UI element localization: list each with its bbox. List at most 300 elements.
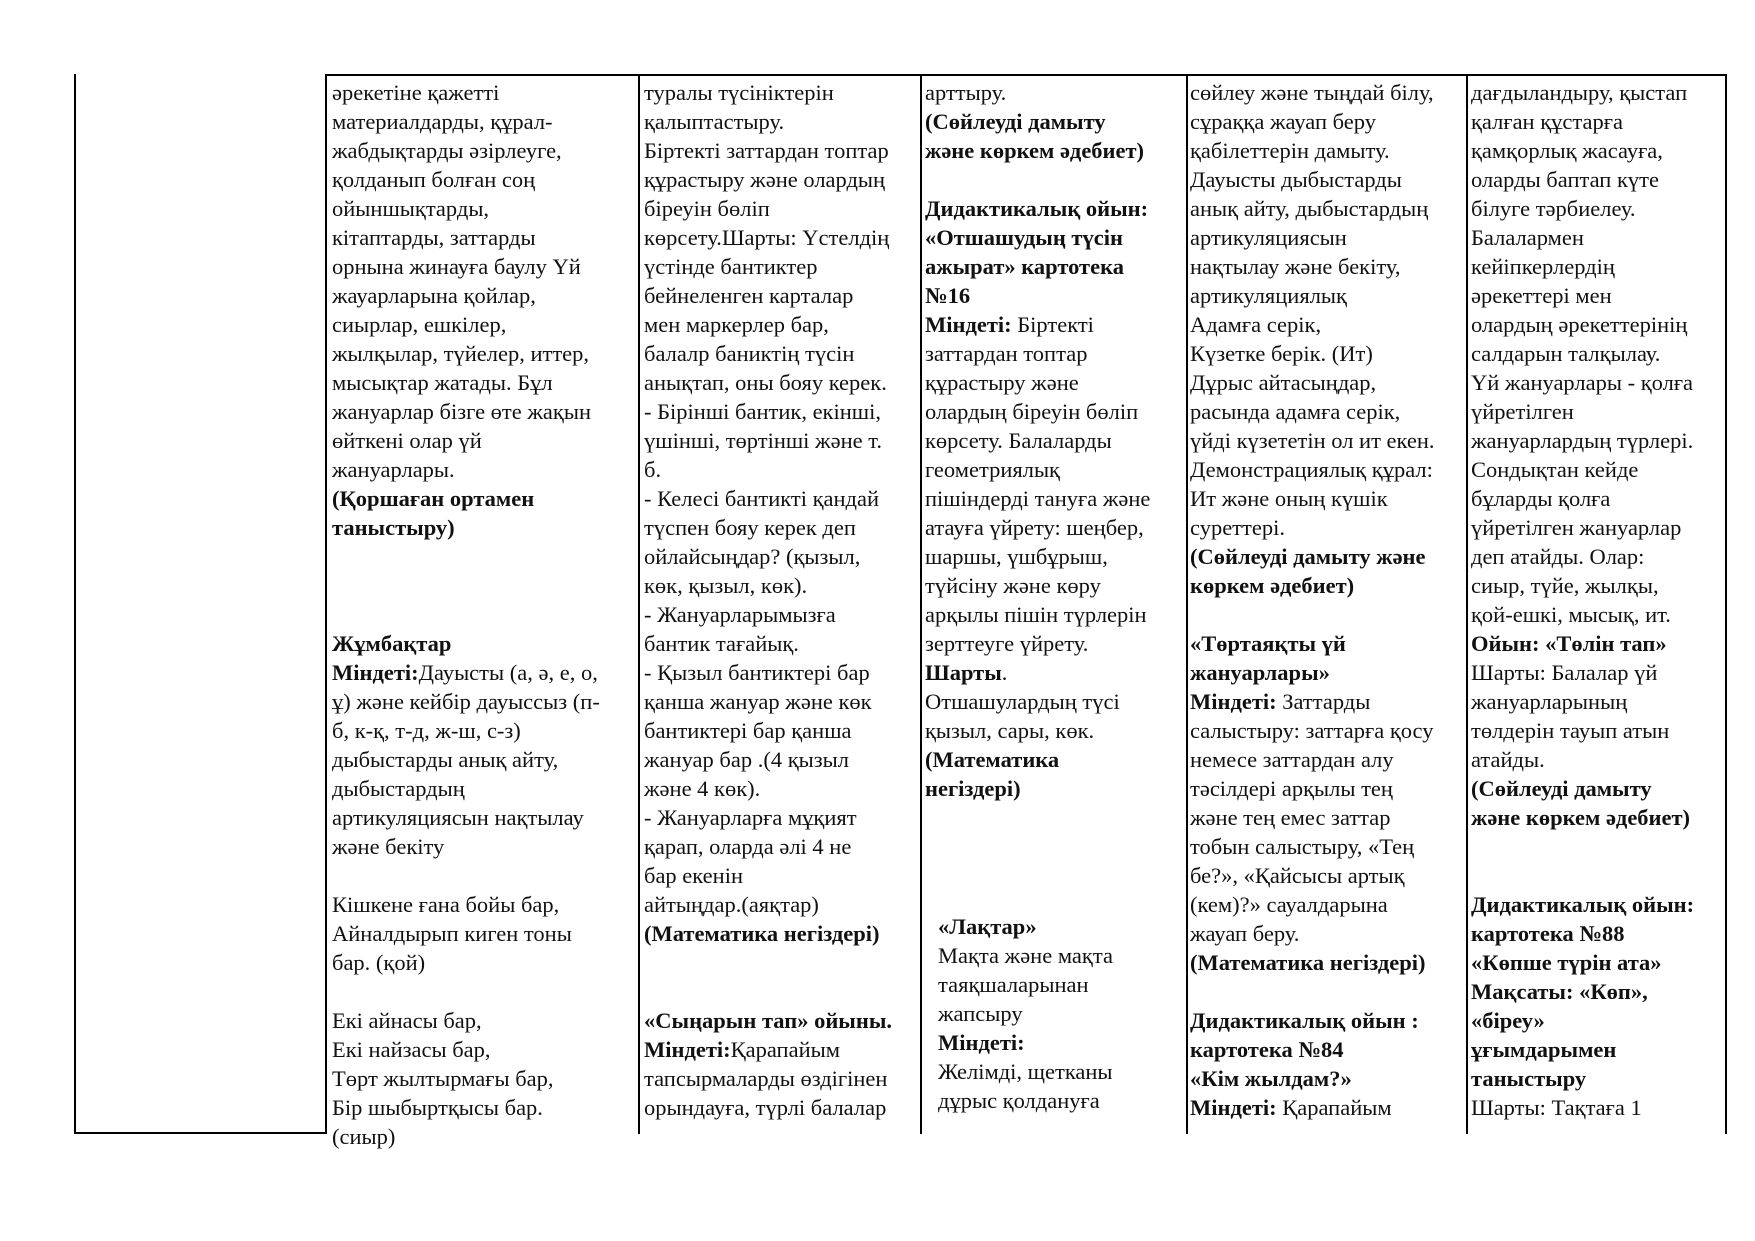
text-line	[925, 339, 1183, 368]
line-text: тәсілдері арқылы тең	[1190, 776, 1393, 801]
bold-text: және көркем әдебиет)	[1471, 805, 1691, 830]
line-text: Шарты: Тақтаға 1	[1471, 1095, 1642, 1120]
line-text: түспен бояу керек деп	[644, 515, 856, 540]
column-3-text	[925, 78, 1183, 803]
line-text: - Бірінші бантик, екінші,	[644, 399, 881, 424]
bold-text: ажырат» картотека	[925, 254, 1124, 279]
text-line	[925, 600, 1183, 629]
bold-text: (Қоршаған ортамен	[332, 486, 535, 511]
line-text: әрекетіне қажетті	[332, 80, 500, 105]
text-line	[644, 948, 916, 977]
bold-text: (Сөйлеуді дамыту	[925, 109, 1106, 134]
line-text: .	[1001, 660, 1008, 685]
text-line	[332, 1093, 632, 1122]
text-line	[332, 861, 632, 890]
line-text: қарап, оларда әлі 4 не	[644, 834, 852, 859]
text-line	[925, 513, 1183, 542]
line-text: артикуляциялық	[1190, 283, 1347, 308]
line-text: сұраққа жауап беру	[1190, 109, 1376, 134]
bold-text: Міндеті:	[1190, 1095, 1277, 1120]
line-text: түйсіну және көру	[925, 573, 1101, 598]
text-line	[644, 1035, 916, 1064]
text-line	[1190, 629, 1462, 658]
text-line	[1190, 368, 1462, 397]
bold-text: «біреу»	[1471, 1008, 1545, 1033]
text-line	[1471, 948, 1723, 977]
text-line	[925, 223, 1183, 252]
line-text: нақтылау және бекіту,	[1190, 254, 1401, 279]
bold-text: «Кім жылдам?»	[1190, 1066, 1352, 1091]
text-line	[644, 716, 916, 745]
line-text: құрастыру және	[925, 370, 1079, 395]
line-text: Желімді, щетканы	[938, 1059, 1113, 1084]
line-text: заттардан топтар	[925, 341, 1088, 366]
text-line	[1190, 861, 1462, 890]
text-line	[1471, 745, 1723, 774]
bold-text: ұғымдарымен	[1471, 1037, 1617, 1062]
line-text: мысықтар жатады. Бұл	[332, 370, 553, 395]
line-text: Кішкене ғана бойы бар,	[332, 892, 560, 917]
text-line	[332, 919, 632, 948]
bold-text: (Математика негіздері)	[1190, 950, 1426, 975]
text-line	[332, 223, 632, 252]
line-text: анықтап, оны бояу керек.	[644, 370, 887, 395]
text-line	[1190, 310, 1462, 339]
text-line	[644, 1064, 916, 1093]
text-line	[332, 687, 632, 716]
line-text: арттыру.	[925, 80, 1007, 105]
line-text: - Келесі бантикті қандай	[644, 486, 880, 511]
text-line	[1471, 861, 1723, 890]
text-line	[1190, 542, 1462, 571]
line-text: анық айту, дыбыстардың	[1190, 196, 1429, 221]
table-left-border	[74, 74, 76, 1134]
line-text: үйретілген	[1471, 399, 1574, 424]
text-line	[938, 999, 1182, 1028]
line-text: тобын салыстыру, «Тең	[1190, 834, 1415, 859]
line-text: бар. (қой)	[332, 950, 426, 975]
table-top-border	[325, 74, 1727, 76]
line-text: атауға үйрету: шеңбер,	[925, 515, 1144, 540]
line-text: жылқылар, түйелер, иттер,	[332, 341, 590, 366]
text-line	[1190, 165, 1462, 194]
table-bottom-border	[74, 1132, 326, 1134]
text-line	[644, 484, 916, 513]
text-line	[1471, 426, 1723, 455]
text-line	[332, 745, 632, 774]
line-text: б.	[644, 457, 662, 482]
text-line	[1471, 252, 1723, 281]
bold-text: Дидактикалық ойын:	[1471, 892, 1695, 917]
line-text: орындауға, түрлі балалар	[644, 1095, 887, 1120]
line-text: сиырлар, ешкілер,	[332, 312, 507, 337]
text-line	[1190, 107, 1462, 136]
text-line	[644, 310, 916, 339]
text-line	[1471, 832, 1723, 861]
line-text: туралы түсініктерін	[644, 80, 834, 105]
text-line	[938, 1086, 1182, 1115]
line-text: қой-ешкі, мысық, ит.	[1471, 602, 1671, 627]
line-text: Қарапайым	[730, 1037, 840, 1062]
line-text: үшінші, төртінші және т.	[644, 428, 883, 453]
line-text: Біртекті заттардан топтар	[644, 138, 889, 163]
bold-text: Міндеті:	[1190, 689, 1277, 714]
line-text: шаршы, үшбұрыш,	[925, 544, 1108, 569]
text-line	[332, 716, 632, 745]
text-line	[1471, 803, 1723, 832]
line-text: Күзетке берік. (Ит)	[1190, 341, 1373, 366]
text-line	[332, 774, 632, 803]
line-text: құрастыру және олардың	[644, 167, 886, 192]
text-line	[644, 194, 916, 223]
text-line	[1471, 455, 1723, 484]
bold-text: жануарлары»	[1190, 660, 1330, 685]
column-divider	[1186, 74, 1188, 1134]
text-line	[1190, 774, 1462, 803]
line-text: орнына жинауға баулу Үй	[332, 254, 581, 279]
text-line	[332, 890, 632, 919]
text-line	[1471, 368, 1723, 397]
bold-text: және көркем әдебиет)	[925, 138, 1145, 163]
line-text: Сондықтан кейде	[1471, 457, 1639, 482]
bold-text: №16	[925, 283, 971, 308]
text-line	[332, 658, 632, 687]
text-line	[1471, 136, 1723, 165]
line-text: Шарты: Балалар үй	[1471, 660, 1658, 685]
line-text: айтыңдар.(аяқтар)	[644, 892, 819, 917]
bold-text: картотека №88	[1471, 921, 1625, 946]
line-text: біреуін бөліп	[644, 196, 770, 221]
line-text: Дұрыс айтасыңдар,	[1190, 370, 1377, 395]
text-line	[332, 600, 632, 629]
line-text: қанша жануар және көк	[644, 689, 872, 714]
line-text: үйретілген жануарлар	[1471, 515, 1682, 540]
text-line	[332, 977, 632, 1006]
text-line	[925, 397, 1183, 426]
text-line	[644, 78, 916, 107]
bold-text: картотека №84	[1190, 1037, 1344, 1062]
text-line	[644, 571, 916, 600]
bold-text: Міндеті:	[925, 312, 1012, 337]
text-line	[644, 223, 916, 252]
text-line	[925, 165, 1183, 194]
text-line	[332, 455, 632, 484]
line-text: зерттеуге үйрету.	[925, 631, 1089, 656]
text-line	[332, 513, 632, 542]
text-line	[1190, 745, 1462, 774]
bold-text: көркем әдебиет)	[1190, 573, 1355, 598]
text-line	[332, 310, 632, 339]
line-text: атайды.	[1471, 747, 1545, 772]
line-text: ойлайсыңдар? (қызыл,	[644, 544, 861, 569]
line-text: жануарлардың түрлері.	[1471, 428, 1694, 453]
line-text: Заттарды	[1276, 689, 1371, 714]
line-text: Үй жануарлары - қолға	[1471, 370, 1694, 395]
line-text: пішіндерді тануға және	[925, 486, 1151, 511]
text-line	[925, 194, 1183, 223]
column-divider	[638, 74, 640, 1134]
text-line	[332, 426, 632, 455]
line-text: әрекеттері мен	[1471, 283, 1612, 308]
text-line	[332, 194, 632, 223]
text-line	[925, 484, 1183, 513]
text-line	[644, 629, 916, 658]
line-text: бе?», «Қайсысы артық	[1190, 863, 1405, 888]
text-line	[1471, 1093, 1723, 1122]
line-text: сиыр, түйе, жылқы,	[1471, 573, 1659, 598]
bold-text: «Отшашудың түсін	[925, 225, 1123, 250]
text-line	[1190, 339, 1462, 368]
column-4-text	[1190, 78, 1462, 1122]
bold-text: «Лақтар»	[938, 914, 1037, 939]
line-text: көрсету.Шарты: Үстелдің	[644, 225, 890, 250]
text-line	[1190, 136, 1462, 165]
bold-text: таныстыру)	[332, 515, 455, 540]
line-text: артикуляциясын нақтылау	[332, 805, 584, 830]
line-text: Мақта және мақта	[938, 943, 1113, 968]
text-line	[925, 571, 1183, 600]
text-line	[938, 1028, 1182, 1057]
line-text: Отшашулардың түсі	[925, 689, 1120, 714]
text-line	[332, 78, 632, 107]
line-text: арқылы пішін түрлерін	[925, 602, 1147, 627]
text-line	[644, 803, 916, 832]
bold-text: Дидактикалық ойын:	[925, 196, 1149, 221]
text-line	[1190, 716, 1462, 745]
text-line	[1190, 484, 1462, 513]
line-text: Дауысты (а, ә, е, о,	[418, 660, 598, 685]
line-text: расында адамға серік,	[1190, 399, 1401, 424]
line-text: қолданып болған соң	[332, 167, 536, 192]
line-text: көк, қызыл, көк).	[644, 573, 808, 598]
text-line	[925, 368, 1183, 397]
bold-text: «Көпше түрін ата»	[1471, 950, 1662, 975]
text-line	[925, 281, 1183, 310]
line-text: олардың әрекеттерінің	[1471, 312, 1688, 337]
text-line	[332, 948, 632, 977]
text-line	[1471, 571, 1723, 600]
line-text: Дауысты дыбыстарды	[1190, 167, 1402, 192]
line-text: салыстыру: заттарға қосу	[1190, 718, 1434, 743]
text-line	[1471, 223, 1723, 252]
line-text: жауап беру.	[1190, 921, 1300, 946]
line-text: - Жануарларға мұқият	[644, 805, 857, 830]
column-divider	[325, 74, 327, 1134]
text-line	[1190, 194, 1462, 223]
text-line	[1190, 832, 1462, 861]
text-line	[644, 600, 916, 629]
text-line	[332, 1006, 632, 1035]
text-line	[332, 368, 632, 397]
text-line	[332, 803, 632, 832]
line-text: таяқшаларынан	[938, 972, 1089, 997]
line-text: қабілеттерін дамыту.	[1190, 138, 1390, 163]
text-line	[1471, 542, 1723, 571]
line-text: (кем)?» сауалдарына	[1190, 892, 1388, 917]
line-text: салдарын талқылау.	[1471, 341, 1661, 366]
line-text: Ит және оның күшік	[1190, 486, 1388, 511]
text-line	[1471, 1035, 1723, 1064]
text-line	[1190, 803, 1462, 832]
text-line	[644, 542, 916, 571]
bold-text: Міндеті:	[644, 1037, 731, 1062]
line-text: дыбыстарды анық айту,	[332, 747, 559, 772]
line-text: бар екенін	[644, 863, 743, 888]
text-line	[332, 339, 632, 368]
line-text: сөйлеу және тыңдай білу,	[1190, 80, 1434, 105]
text-line	[1190, 919, 1462, 948]
text-line	[1190, 977, 1462, 1006]
text-line	[925, 542, 1183, 571]
text-line	[925, 687, 1183, 716]
bold-text: Дидактикалық ойын :	[1190, 1008, 1419, 1033]
line-text: Бір шыбыртқысы бар.	[332, 1095, 543, 1120]
line-text: Төрт жылтырмағы бар,	[332, 1066, 554, 1091]
line-text: қалыптастыру.	[644, 109, 785, 134]
text-line	[644, 513, 916, 542]
line-text: Екі найзасы бар,	[332, 1037, 491, 1062]
text-line	[925, 716, 1183, 745]
line-text: жануарлары.	[332, 457, 455, 482]
line-text: материалдарды, құрал-	[332, 109, 553, 134]
line-text: өйткені олар үй	[332, 428, 482, 453]
table-right-border	[1725, 74, 1727, 1134]
text-line	[332, 1035, 632, 1064]
line-text: қамқорлық жасауға,	[1471, 138, 1663, 163]
line-text: төлдерін тауып атын	[1471, 718, 1670, 743]
bold-text: Міндеті:	[938, 1030, 1025, 1055]
line-text: жабдықтарды әзірлеуге,	[332, 138, 562, 163]
line-text: геометриялық	[925, 457, 1060, 482]
line-text: суреттері.	[1190, 515, 1285, 540]
text-line	[332, 107, 632, 136]
text-line	[1471, 629, 1723, 658]
text-line	[644, 397, 916, 426]
line-text: Екі айнасы бар,	[332, 1008, 482, 1033]
line-text: жауарларына қойлар,	[332, 283, 536, 308]
text-line	[332, 165, 632, 194]
text-line	[925, 774, 1183, 803]
text-line	[644, 890, 916, 919]
text-line	[644, 455, 916, 484]
line-text: бантиктері бар қанша	[644, 718, 852, 743]
text-line	[644, 832, 916, 861]
text-line	[1471, 687, 1723, 716]
text-line	[938, 912, 1182, 941]
bold-text: Ойын: «Төлін тап»	[1471, 631, 1667, 656]
line-text: жануарларының	[1471, 689, 1628, 714]
text-line	[644, 107, 916, 136]
bold-text: Мақсаты: «Көп»,	[1471, 979, 1648, 1004]
text-line	[925, 78, 1183, 107]
line-text: дағдыландыру, қыстап	[1471, 80, 1688, 105]
line-text: білуге тәрбиелеу.	[1471, 196, 1636, 221]
line-text: олардың біреуін бөліп	[925, 399, 1139, 424]
text-line	[925, 745, 1183, 774]
text-line	[1471, 107, 1723, 136]
line-text: қызыл, сары, көк.	[925, 718, 1095, 743]
text-line	[1471, 658, 1723, 687]
line-text: б, к-қ, т-д, ж-ш, с-з)	[332, 718, 521, 743]
column-3-lower-text	[938, 912, 1182, 1115]
line-text: кітаптарды, заттарды	[332, 225, 536, 250]
text-line	[1471, 1064, 1723, 1093]
text-line	[644, 658, 916, 687]
bold-text: негіздері)	[925, 776, 1021, 801]
text-line	[644, 919, 916, 948]
text-line	[644, 368, 916, 397]
text-line	[332, 281, 632, 310]
bold-text: «Төртаяқты үй	[1190, 631, 1346, 656]
text-line	[1190, 658, 1462, 687]
text-line	[644, 977, 916, 1006]
text-line	[938, 941, 1182, 970]
text-line	[332, 484, 632, 513]
text-line	[925, 658, 1183, 687]
line-text: жапсыру	[938, 1001, 1023, 1026]
line-text: дыбыстардың	[332, 776, 465, 801]
column-2-text	[644, 78, 916, 1122]
text-line	[644, 339, 916, 368]
text-line	[1471, 716, 1723, 745]
bold-text: таныстыру	[1471, 1066, 1587, 1091]
text-line	[644, 861, 916, 890]
line-text: ойыншықтарды,	[332, 196, 490, 221]
text-line	[1471, 310, 1723, 339]
text-line	[332, 1064, 632, 1093]
text-line	[1471, 919, 1723, 948]
text-line	[1190, 78, 1462, 107]
text-line	[1190, 426, 1462, 455]
line-text: және бекіту	[332, 834, 445, 859]
line-text: Біртекті	[1011, 312, 1094, 337]
line-text: тапсырмаларды өздігінен	[644, 1066, 888, 1091]
text-line	[1190, 513, 1462, 542]
line-text: Балалармен	[1471, 225, 1584, 250]
text-line	[1190, 948, 1462, 977]
line-text: мен маркерлер бар,	[644, 312, 829, 337]
line-text: дұрыс қолдануға	[938, 1088, 1100, 1113]
bold-text: «Сыңарын тап» ойыны.	[644, 1008, 893, 1033]
line-text: және тең емес заттар	[1190, 805, 1391, 830]
text-line	[1190, 1064, 1462, 1093]
text-line	[1190, 687, 1462, 716]
text-line	[938, 970, 1182, 999]
line-text: көрсету. Балаларды	[925, 428, 1112, 453]
column-divider	[920, 74, 922, 1134]
text-line	[1471, 890, 1723, 919]
text-line	[1471, 281, 1723, 310]
text-line	[925, 310, 1183, 339]
text-line	[644, 1006, 916, 1035]
text-line	[332, 136, 632, 165]
text-line	[332, 629, 632, 658]
text-line	[1471, 1006, 1723, 1035]
text-line	[1471, 339, 1723, 368]
line-text: қалған құстарға	[1471, 109, 1623, 134]
text-line	[1190, 600, 1462, 629]
line-text: - Қызыл бантиктері бар	[644, 660, 870, 685]
text-line	[644, 774, 916, 803]
text-line	[644, 687, 916, 716]
text-line	[644, 426, 916, 455]
text-line	[644, 745, 916, 774]
text-line	[1471, 600, 1723, 629]
line-text: үстінде бантиктер	[644, 254, 818, 279]
text-line	[1471, 513, 1723, 542]
text-line	[925, 252, 1183, 281]
line-text: үйді күзететін ол ит екен.	[1190, 428, 1435, 453]
